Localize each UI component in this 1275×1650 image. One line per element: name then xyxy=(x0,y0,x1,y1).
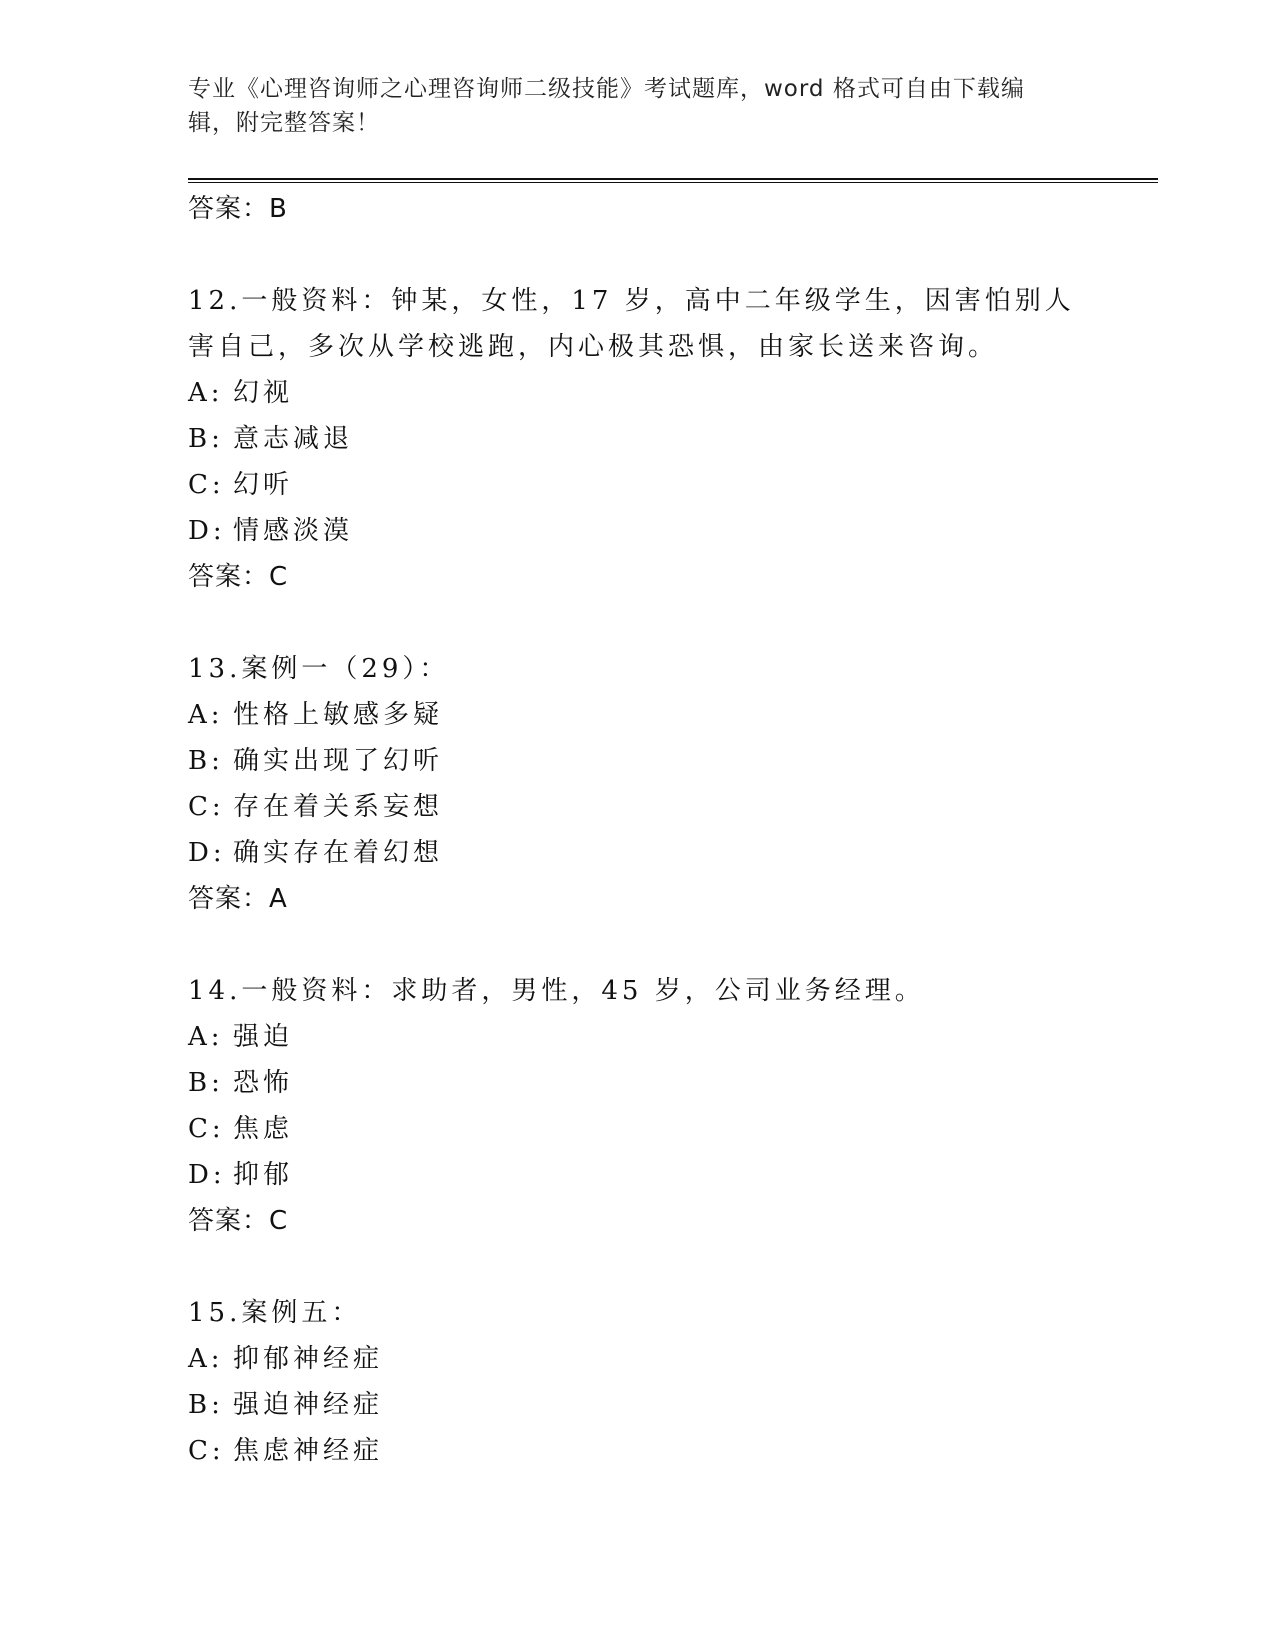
option-label: D: xyxy=(188,838,226,868)
option-d xyxy=(188,508,1088,554)
option-text: 存在着关系妄想 xyxy=(233,792,444,822)
option-text: 幻听 xyxy=(233,470,294,500)
option-text: 幻视 xyxy=(233,378,294,408)
question-13 xyxy=(188,646,1088,922)
option-label: A: xyxy=(188,700,224,730)
answer-line: 答案：A xyxy=(188,884,288,914)
answer-line: 答案：C xyxy=(188,1206,289,1236)
option-label: B: xyxy=(188,424,224,454)
question-stem: 13.案例一（29）： xyxy=(188,654,450,684)
option-label: B: xyxy=(188,1068,224,1098)
option-text: 抑郁神经症 xyxy=(233,1344,384,1374)
option-c xyxy=(188,1428,1088,1474)
option-text: 性格上敏感多疑 xyxy=(233,700,444,730)
option-text: 确实出现了幻听 xyxy=(233,746,444,776)
option-a xyxy=(188,370,1088,416)
option-label: A: xyxy=(188,378,224,408)
option-text: 焦虑 xyxy=(233,1114,294,1144)
question-12 xyxy=(188,278,1088,600)
option-b xyxy=(188,1382,1088,1428)
option-label: C: xyxy=(188,1114,225,1144)
option-label: D: xyxy=(188,1160,226,1190)
header-divider-thin xyxy=(188,182,1158,183)
option-label: B: xyxy=(188,1390,224,1420)
answer-line: 答案：B xyxy=(188,194,288,224)
option-d xyxy=(188,830,1088,876)
question-14 xyxy=(188,968,1088,1244)
option-c xyxy=(188,784,1088,830)
option-d xyxy=(188,1152,1088,1198)
question-15 xyxy=(188,1290,1088,1474)
header-divider xyxy=(188,178,1158,180)
header-note: 专业《心理咨询师之心理咨询师二级技能》考试题库，word 格式可自由下载编辑，附完整答案！ xyxy=(188,76,1025,136)
question-stem: 15.案例五： xyxy=(188,1298,362,1328)
option-label: C: xyxy=(188,1436,225,1466)
answer-line: 答案：C xyxy=(188,562,289,592)
option-label: C: xyxy=(188,470,225,500)
option-c xyxy=(188,462,1088,508)
option-b xyxy=(188,416,1088,462)
option-text: 焦虑神经症 xyxy=(233,1436,384,1466)
option-label: B: xyxy=(188,746,224,776)
option-text: 确实存在着幻想 xyxy=(233,838,444,868)
option-text: 恐怖 xyxy=(233,1068,294,1098)
question-list xyxy=(188,186,1088,1474)
option-a xyxy=(188,1014,1088,1060)
option-text: 意志减退 xyxy=(233,424,354,454)
option-text: 强迫 xyxy=(233,1022,294,1052)
option-label: C: xyxy=(188,792,225,822)
option-text: 强迫神经症 xyxy=(233,1390,384,1420)
option-label: A: xyxy=(188,1022,224,1052)
option-c xyxy=(188,1106,1088,1152)
option-text: 情感淡漠 xyxy=(233,516,354,546)
option-a xyxy=(188,1336,1088,1382)
option-label: A: xyxy=(188,1344,224,1374)
option-a xyxy=(188,692,1088,738)
question-stem: 12.一般资料：钟某，女性，17 岁，高中二年级学生，因害怕别人害自己，多次从学校逃跑，内心极其恐惧，由家长送来咨询。 xyxy=(188,286,1075,362)
option-label: D: xyxy=(188,516,226,546)
option-text: 抑郁 xyxy=(233,1160,294,1190)
question-stem: 14.一般资料：求助者，男性，45 岁，公司业务经理。 xyxy=(188,976,925,1006)
option-b xyxy=(188,1060,1088,1106)
option-b xyxy=(188,738,1088,784)
